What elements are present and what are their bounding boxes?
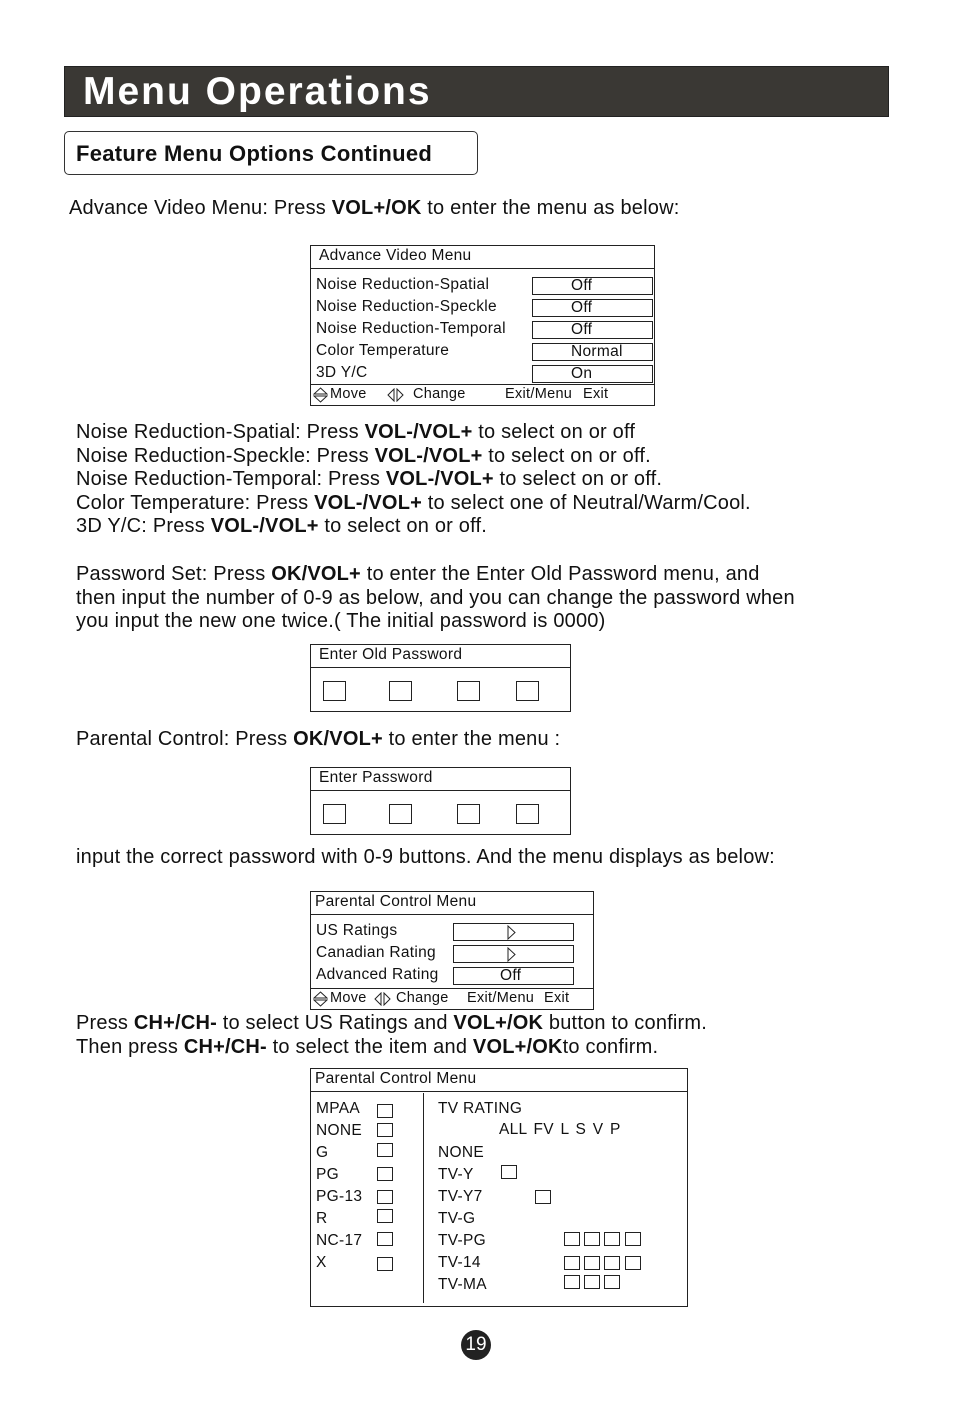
mpaa-label: G	[316, 1144, 329, 1161]
row-label: Noise Reduction-Speckle	[316, 298, 497, 315]
row-label: Advanced Rating	[316, 966, 439, 983]
row-value: Normal	[571, 343, 623, 360]
page-number: 19	[461, 1330, 491, 1360]
mpaa-checkbox[interactable]	[377, 1190, 393, 1204]
page-title: Menu Operations	[83, 70, 432, 113]
tv-ma-checkbox[interactable]	[584, 1275, 600, 1289]
row-value: Off	[571, 299, 593, 316]
tv-label: TV-Y	[438, 1166, 474, 1183]
row-label: Canadian Rating	[316, 944, 436, 961]
menu-header	[311, 1069, 687, 1092]
canadian-rating-box[interactable]	[453, 945, 574, 963]
menu-header	[311, 768, 570, 791]
tv-14-checkbox[interactable]	[564, 1256, 580, 1270]
mpaa-label: PG-13	[316, 1188, 363, 1205]
tv-ma-checkbox[interactable]	[604, 1275, 620, 1289]
tv-14-checkbox[interactable]	[625, 1256, 641, 1270]
password-digit-box[interactable]	[389, 804, 412, 824]
menu-header	[311, 246, 654, 269]
menu-header	[311, 645, 570, 668]
advance-video-intro	[69, 197, 680, 221]
mpaa-checkbox[interactable]	[377, 1167, 393, 1181]
footer-exit-key: Exit/Menu	[467, 990, 535, 1006]
menu-title: Advance Video Menu	[319, 247, 472, 264]
tv-label: NONE	[438, 1144, 484, 1161]
menu-title: Enter Password	[319, 769, 433, 786]
mpaa-checkbox[interactable]	[377, 1104, 393, 1118]
footer-change: Change	[413, 386, 466, 402]
footer-exit-key: Exit/Menu	[505, 386, 573, 402]
tv-label: TV-PG	[438, 1232, 487, 1249]
mpaa-checkbox[interactable]	[377, 1123, 393, 1137]
mpaa-checkbox[interactable]	[377, 1257, 393, 1271]
description-line: Noise Reduction-Speckle: Press VOL-/VOL+ to select on or off.	[76, 444, 651, 467]
old-password-menu	[310, 644, 571, 712]
tv-pg-checkbox[interactable]	[584, 1232, 600, 1246]
password-digit-box[interactable]	[389, 681, 412, 701]
section-heading: Feature Menu Options Continued	[76, 141, 433, 166]
tv-ma-checkbox[interactable]	[564, 1275, 580, 1289]
footer-move: Move	[330, 386, 367, 402]
tv-rating-header: TV RATING	[438, 1100, 523, 1117]
password-digit-box[interactable]	[457, 681, 480, 701]
mpaa-label: NC-17	[316, 1232, 363, 1249]
password-line: you input the new one twice.( The initial password is 0000)	[76, 610, 606, 632]
section-heading-box	[64, 131, 478, 175]
menu-title: Parental Control Menu	[315, 893, 477, 910]
footer-change: Change	[396, 990, 449, 1006]
intro-text: Advance Video Menu: Press	[69, 197, 332, 219]
value-box-color-temperature[interactable]	[532, 343, 653, 361]
mpaa-label: PG	[316, 1166, 339, 1183]
password-line: Password Set: Press OK/VOL+ to enter the Enter Old Password menu, and	[76, 563, 760, 585]
column-divider	[423, 1093, 424, 1303]
row-label: Color Temperature	[316, 342, 450, 359]
footer-exit: Exit	[544, 990, 570, 1006]
left-right-arrow-icon	[387, 388, 404, 402]
password-digit-box[interactable]	[516, 804, 539, 824]
menu-title: Parental Control Menu	[315, 1070, 477, 1087]
parental-control-intro: Parental Control: Press OK/VOL+ to enter the menu :	[76, 728, 561, 750]
footer-exit: Exit	[583, 386, 609, 402]
row-label: Noise Reduction-Spatial	[316, 276, 490, 293]
ratings-instruction	[76, 1012, 707, 1059]
tv-y-checkbox[interactable]	[501, 1165, 517, 1179]
tv-pg-checkbox[interactable]	[564, 1232, 580, 1246]
row-value: Off	[571, 277, 593, 294]
row-label: Noise Reduction-Temporal	[316, 320, 506, 337]
tv-label: TV-14	[438, 1254, 481, 1271]
instruction-line: Press CH+/CH- to select US Ratings and VOL+/OK button to confirm.	[76, 1012, 708, 1034]
tv-label: TV-G	[438, 1210, 476, 1227]
menu-footer	[311, 384, 654, 405]
tv-rating-columns: ALL FV L S V P	[499, 1121, 621, 1138]
chevron-right-icon	[507, 947, 517, 962]
tv-label: TV-MA	[438, 1276, 487, 1293]
ratings-menu	[310, 1068, 688, 1307]
mpaa-label: NONE	[316, 1122, 362, 1139]
menu-header	[311, 892, 593, 915]
password-line: then input the number of 0-9 as below, and you can change the password when	[76, 586, 795, 609]
parental-control-menu	[310, 891, 594, 1010]
left-right-arrow-icon	[374, 992, 391, 1006]
password-digit-box[interactable]	[516, 681, 539, 701]
value-box-speckle[interactable]	[532, 299, 653, 317]
tv-label: TV-Y7	[438, 1188, 483, 1205]
mpaa-checkbox[interactable]	[377, 1209, 393, 1223]
value-box-3d-yc[interactable]	[532, 365, 653, 383]
instruction-line: Then press CH+/CH- to select the item and VOL+/OKto confirm.	[76, 1035, 659, 1058]
tv-y7-checkbox[interactable]	[535, 1190, 551, 1204]
password-digit-box[interactable]	[323, 804, 346, 824]
row-value: Off	[571, 321, 593, 338]
mpaa-checkbox[interactable]	[377, 1232, 393, 1246]
password-digit-box[interactable]	[457, 804, 480, 824]
mpaa-label: X	[316, 1254, 327, 1271]
intro-key: VOL+/OK	[331, 197, 422, 219]
tv-14-checkbox[interactable]	[604, 1256, 620, 1270]
page-title-bar	[64, 66, 889, 117]
value-box-temporal[interactable]	[532, 321, 653, 339]
row-label: US Ratings	[316, 922, 398, 939]
description-line: Noise Reduction-Temporal: Press VOL-/VOL+ to select on or off.	[76, 468, 663, 490]
value-box-spatial[interactable]	[532, 277, 653, 295]
tv-pg-checkbox[interactable]	[604, 1232, 620, 1246]
menu-title: Enter Old Password	[319, 646, 463, 663]
row-label: 3D Y/C	[316, 364, 368, 381]
tv-14-checkbox[interactable]	[584, 1256, 600, 1270]
mpaa-label: MPAA	[316, 1100, 360, 1117]
chevron-right-icon	[507, 925, 517, 940]
password-set-paragraph	[76, 563, 795, 634]
tv-pg-checkbox[interactable]	[625, 1232, 641, 1246]
description-line: Color Temperature: Press VOL-/VOL+ to select one of Neutral/Warm/Cool.	[76, 491, 751, 514]
description-line: Noise Reduction-Spatial: Press VOL-/VOL+ to select on or off	[76, 421, 636, 443]
us-ratings-box[interactable]	[453, 923, 574, 941]
footer-move: Move	[330, 990, 367, 1006]
description-block	[76, 421, 751, 539]
up-down-arrow-icon	[313, 991, 328, 1007]
row-value: On	[571, 365, 593, 382]
menu-footer	[311, 988, 593, 1009]
description-line: 3D Y/C: Press VOL-/VOL+ to select on or off.	[76, 515, 488, 537]
mpaa-checkbox[interactable]	[377, 1143, 393, 1157]
password-menu	[310, 767, 571, 835]
mpaa-label: R	[316, 1210, 328, 1227]
up-down-arrow-icon	[313, 387, 328, 403]
input-instruction: input the correct password with 0-9 buttons. And the menu displays as below:	[76, 846, 775, 868]
row-value: Off	[500, 967, 522, 984]
advance-video-menu	[310, 245, 655, 406]
intro-text-end: to enter the menu as below:	[421, 197, 680, 219]
password-digit-box[interactable]	[323, 681, 346, 701]
advanced-rating-box[interactable]	[453, 967, 574, 985]
